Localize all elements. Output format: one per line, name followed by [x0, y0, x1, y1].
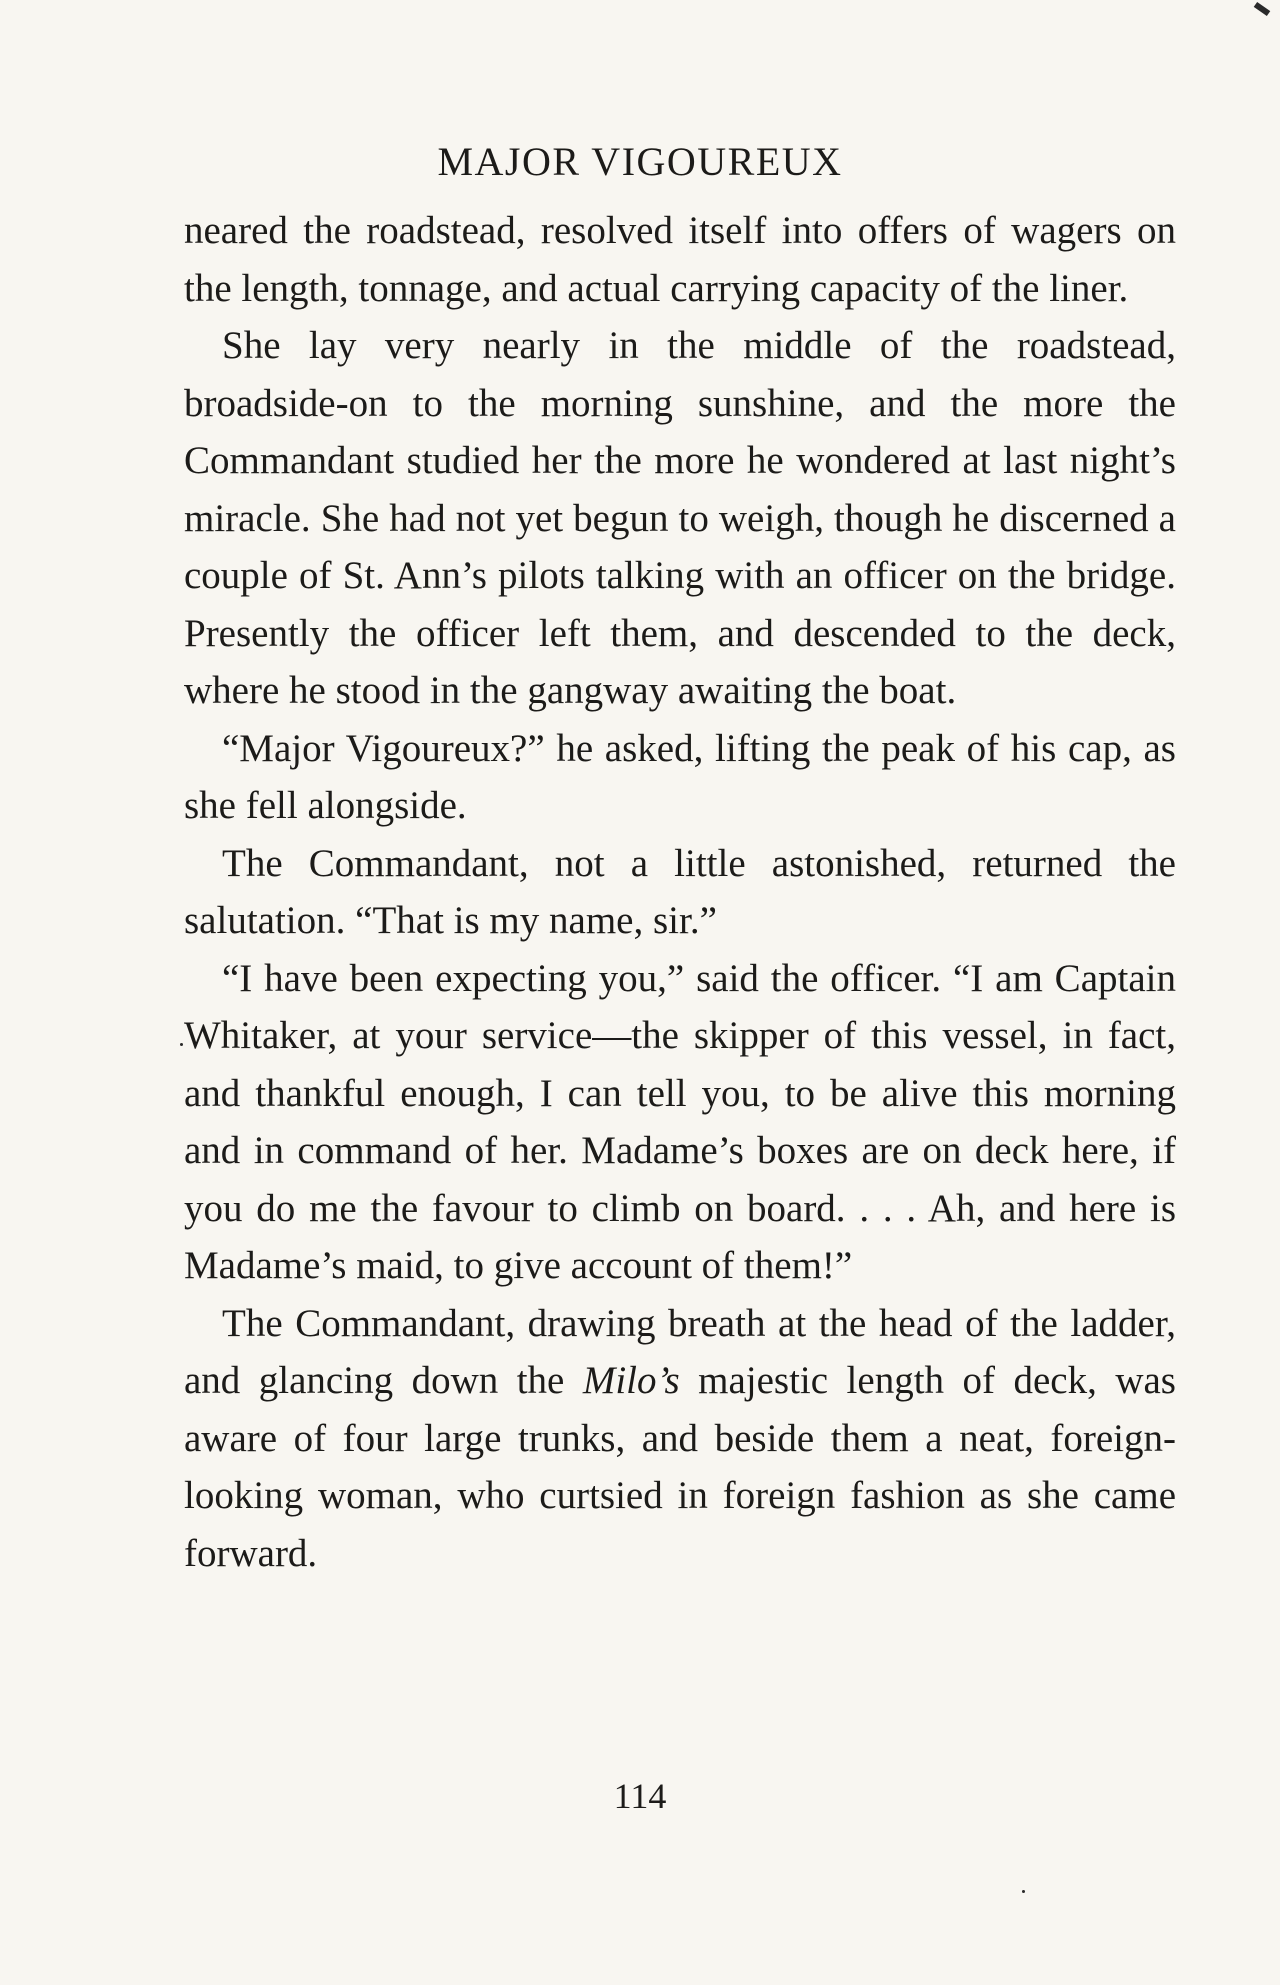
scan-speck: [180, 1043, 183, 1046]
ship-name: Milo’s: [582, 1359, 680, 1402]
paragraph: The Commandant, not a little astonished, returned the salutation. “That is my name, sir.”: [184, 841, 1176, 942]
scan-speck: [1022, 1890, 1025, 1893]
body-text: [184, 202, 1176, 1582]
paragraph: [184, 1295, 1176, 1583]
paragraph: She lay very nearly in the middle of the roadstead, broadside-on to the morning sunshine, and the more the Commandant studied her the more he wondered at last night’s miracle. She had not yet begun to weigh, though he discerned a couple of St. Ann’s pilots talking with an officer on the bridge. Presently the officer left them, and descended to the deck, where he stood in the gangway awaiting the boat.: [184, 324, 1176, 712]
running-head: MAJOR VIGOUREUX: [437, 139, 843, 184]
paragraph-text: The Commandant, drawing breath at the head of the ladder, and glancing down the: [184, 1301, 1176, 1402]
paragraph: “I have been expecting you,” said the officer. “I am Captain Whitaker, at your service—the skipper of this vessel, in fact, and thankful enough, I can tell you, to be alive this morning and in command of her. Madame’s boxes are on deck here, if you do me the favour to climb on board. . . . Ah, and here is Madame’s maid, to give account of them!”: [184, 956, 1176, 1287]
paragraph: “Major Vigoureux?” he asked, lifting the peak of his cap, as she fell alongside.: [184, 726, 1176, 827]
paragraph-text: majestic length of deck, was aware of four large trunks, and beside them a neat, foreign-looking woman, who curtsied in foreign fashion as she came forward.: [184, 1359, 1176, 1575]
corner-scan-mark: [1254, 2, 1271, 16]
paragraph: neared the roadstead, resolved itself into offers of wagers on the length, tonnage, and actual carrying capacity of the liner.: [184, 209, 1176, 310]
page-number: 114: [613, 1776, 667, 1816]
